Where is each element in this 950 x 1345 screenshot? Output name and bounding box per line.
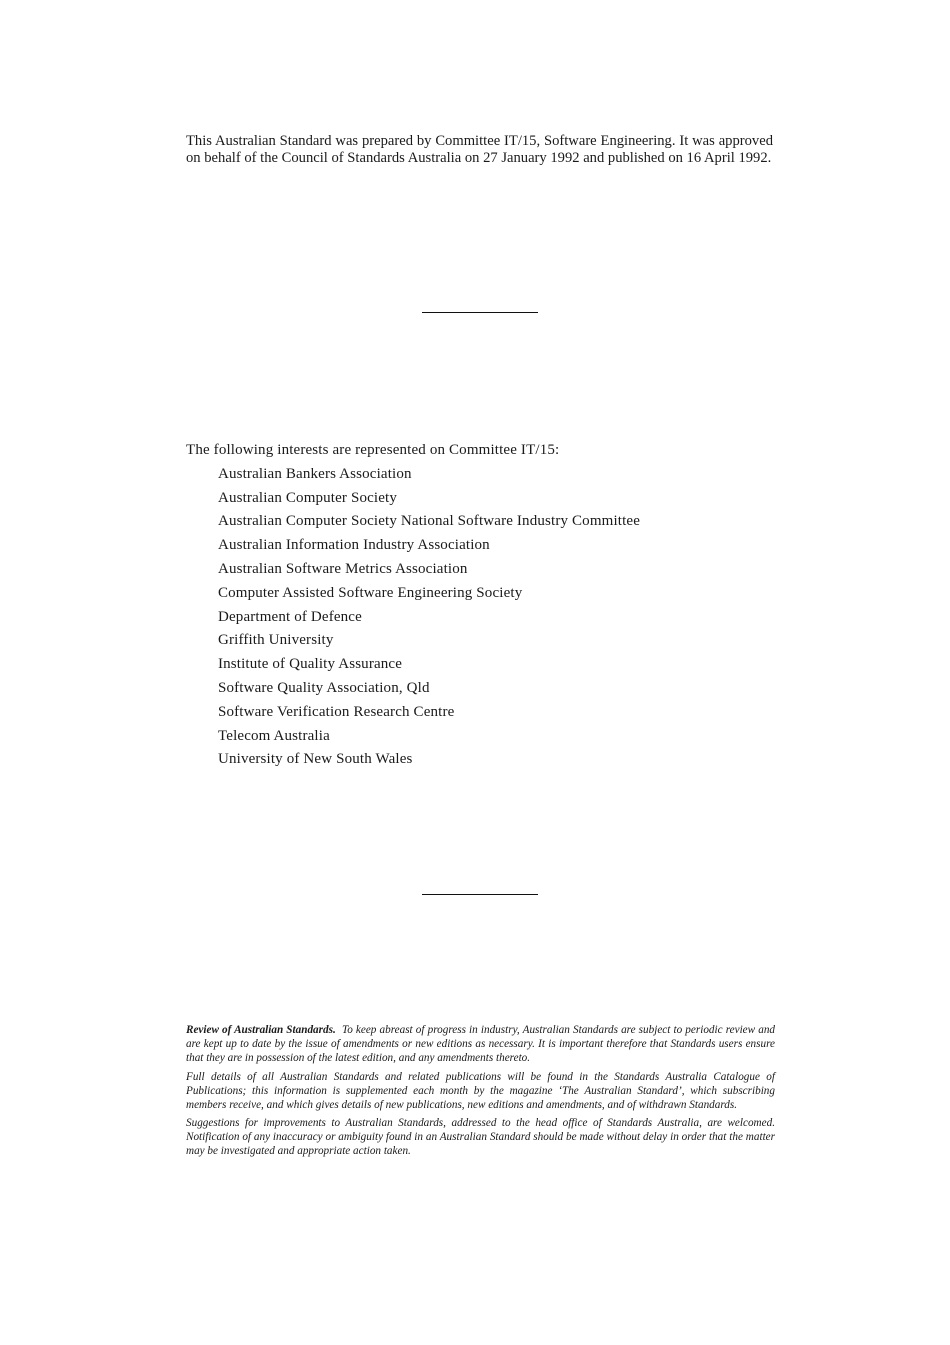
review-notes <box>186 1024 775 1164</box>
catalogue-paragraph: Full details of all Australian Standards and related publications will be found in the Standards Australia Catalogue of Publications; this information is supplemented each month by the magazine ‘The Australian Standard’, which subscribing members receive, and which gives details of new publications, new editions and amendments, and of withdrawn Standards. <box>186 1070 775 1111</box>
committee-member: Australian Computer Society National Software Industry Committee <box>218 513 641 530</box>
committee-member-list <box>186 463 786 772</box>
committee-interests <box>186 439 786 772</box>
review-heading: Review of Australian Standards. <box>186 1024 336 1036</box>
preparation-note: This Australian Standard was prepared by Committee IT/15, Software Engineering. It was approved on behalf of the Council of Standards Australia on 27 January 1992 and published on 16 April 1992. <box>186 133 773 166</box>
committee-member: Institute of Quality Assurance <box>218 656 403 673</box>
committee-member: Australian Software Metrics Association <box>218 560 468 577</box>
committee-member: Griffith University <box>218 632 334 649</box>
review-paragraph <box>186 1024 775 1066</box>
section-divider-top <box>422 312 538 313</box>
committee-member: Software Quality Association, Qld <box>218 679 430 696</box>
committee-member: Australian Bankers Association <box>218 465 412 482</box>
committee-member: Software Verification Research Centre <box>218 703 455 720</box>
section-divider-bottom <box>422 894 538 895</box>
suggestions-paragraph: Suggestions for improvements to Australian Standards, addressed to the head office of Standards Australia, are welcomed. Notification of any inaccuracy or ambiguity found in an Australian Standard should be made without delay in order that the matter may be investigated and appropriate action taken. <box>186 1117 775 1158</box>
committee-member: University of New South Wales <box>218 751 413 768</box>
committee-member: Telecom Australia <box>218 727 330 744</box>
committee-member: Australian Information Industry Association <box>218 537 490 554</box>
committee-member: Australian Computer Society <box>218 489 398 506</box>
committee-intro: The following interests are represented on Committee IT/15: <box>186 442 560 458</box>
review-text: To keep abreast of progress in industry, Australian Standards are subject to periodic review and are kept up to date by the issue of amendments or new editions as necessary. It is important therefore that Standards users ensure that they are in possession of the latest edition, and any amendments thereto. <box>186 1024 776 1064</box>
committee-member: Computer Assisted Software Engineering Society <box>218 584 523 601</box>
committee-member: Department of Defence <box>218 608 362 625</box>
